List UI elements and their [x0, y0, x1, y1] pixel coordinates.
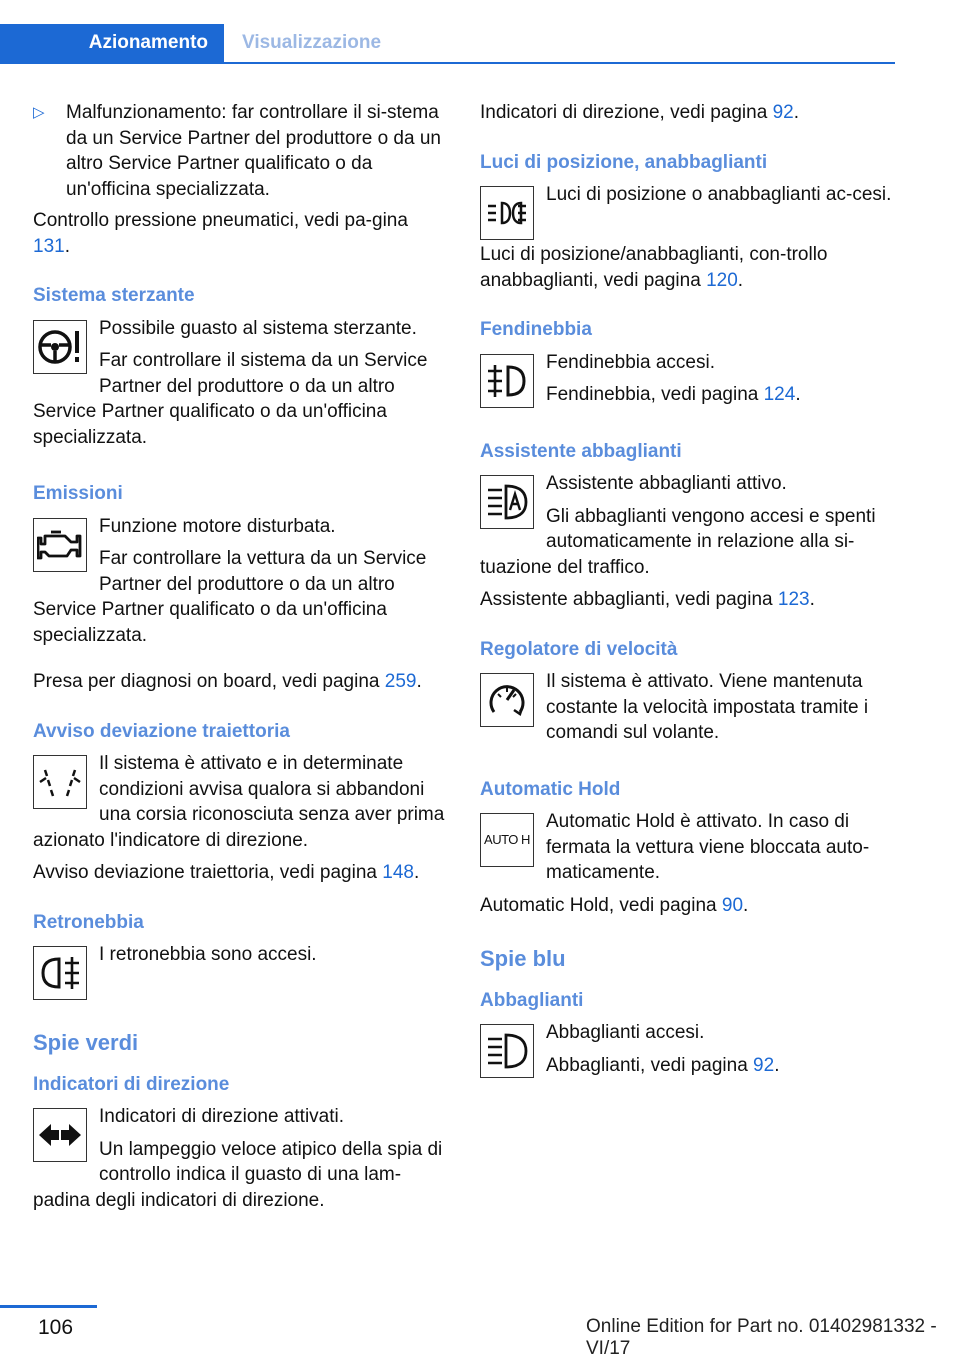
auto-hold-icon: AUTO H [480, 813, 534, 867]
parking-lights-icon [480, 186, 534, 240]
turn-signal-arrows-icon [33, 1108, 87, 1162]
indicators-ref: Indicatori di direzione, vedi pagina 92. [480, 102, 799, 123]
page-link-131[interactable]: 131 [33, 235, 65, 257]
high-beam-assistant-icon [480, 475, 534, 529]
heading-indicatori-direzione: Indicatori di direzione [33, 1073, 230, 1095]
page-link-124[interactable]: 124 [763, 384, 796, 405]
heading-automatic-hold: Automatic Hold [480, 778, 621, 800]
lane-ref: Avviso deviazione traiettoria, vedi pagina 148. [33, 862, 420, 883]
front-fog-light-icon [480, 354, 534, 408]
heading-sistema-sterzante: Sistema sterzante [33, 285, 195, 306]
triangle-bullet-icon: ▷ [33, 104, 45, 121]
cruise-control-icon [480, 673, 534, 727]
heading-fendinebbia: Fendinebbia [480, 319, 592, 340]
page-link-90[interactable]: 90 [721, 894, 744, 916]
heading-regolatore-velocita: Regolatore di velocità [480, 638, 678, 660]
heading-spie-verdi: Spie verdi [33, 1030, 139, 1055]
highbeam-ref: Abbaglianti, vedi pagina 92. [546, 1054, 780, 1076]
heading-spie-blu: Spie blu [480, 946, 566, 971]
steering-warning-icon [33, 320, 87, 374]
position-ref: Luci di posizione/anabbaglianti, con-trollo anabbaglianti, vedi pagina 120. [480, 244, 828, 291]
page-link-259[interactable]: 259 [384, 671, 417, 692]
autohold-ref: Automatic Hold, vedi pagina 90. [480, 894, 749, 916]
heading-abbaglianti: Abbaglianti [480, 989, 584, 1011]
heading-assistente-abbaglianti: Assistente abbaglianti [480, 440, 682, 462]
heading-avviso-traiettoria: Avviso deviazione traiettoria [33, 720, 290, 742]
right-column: Indicatori di direzione, vedi pagina 92. Luci di posizione, anabbaglianti Luci di posizione o anabbaglianti ac-cesi. Luci di posizione/anabbaglianti, con-trollo anabbaglianti, vedi pagina 120. Fendinebbia Fendinebbia accesi. Fendinebbia, vedi pagina 124. Assistente abbaglianti Assistente abbaglianti attivo. Gli abbaglianti vengono accesi e spenti automaticamente in relazione alla si-tuazione del traffico. Assistente abbaglianti, vedi pagina 123. Regolatore di velocità Il sistema è attivato. Viene mantenuta costante la velocità impostata tramite i comandi sul volante. Automatic Hold AUTO H Automatic Hold è attivato. In caso di fermata la vettura viene bloccata auto-maticamente. Automatic Hold, vedi pagina 90. Spie blu Abbaglianti Abbaglianti accesi. Abbaglianti, vedi pagina 92. [480, 100, 895, 1085]
heading-retronebbia: Retronebbia [33, 911, 144, 933]
tab-azionamento[interactable]: Azionamento [0, 24, 224, 62]
rear-fog-light-icon [33, 946, 87, 1000]
high-beam-icon [480, 1024, 534, 1078]
heading-luci-posizione: Luci di posizione, anabbaglianti [480, 151, 768, 173]
page-link-92[interactable]: 92 [772, 102, 794, 123]
malfunction-bullet: ▷ Malfunzionamento: far controllare il si-stema da un Service Partner del produttore o da un altro Service Partner qualificato o da un'officina specializzata. [33, 102, 441, 200]
heading-emissioni: Emissioni [33, 483, 123, 504]
page-link-92b[interactable]: 92 [753, 1054, 775, 1076]
pressure-ref: Controllo pressione pneumatici, vedi pa-gina 131. [33, 210, 408, 257]
footer-divider [0, 1305, 97, 1308]
lane-departure-icon [33, 755, 87, 809]
fog-ref: Fendinebbia, vedi pagina 124. [546, 384, 801, 405]
assistant-ref: Assistente abbaglianti, vedi pagina 123. [480, 589, 815, 610]
page-link-120[interactable]: 120 [706, 269, 738, 291]
diagnosis-ref: Presa per diagnosi on board, vedi pagina 259. [33, 671, 422, 692]
engine-check-icon [33, 518, 87, 572]
chapter-tabs [0, 24, 895, 64]
page-number: 106 [38, 1316, 74, 1339]
tab-visualizzazione[interactable]: Visualizzazione [242, 32, 382, 53]
page-link-123[interactable]: 123 [777, 589, 810, 610]
edition-note: Online Edition for Part no. 01402981332 - VI/17 [586, 1316, 937, 1359]
left-column: ▷ Malfunzionamento: far controllare il si-stema da un Service Partner del produttore o da un altro Service Partner qualificato o da un'officina specializzata. Controllo pressione pneumatici, vedi pa-gina 131. Sistema sterzante Possibile guasto al sistema sterzante. Far controllare il sistema da un Service Partner del produttore o da un altro Service Partner qualificato o da un'officina specializzata. Emissioni Funzione motore disturbata. Far controllare la vettura da un Service Partner del produttore o da un altro Service Partner qualificato o da un'officina specializzata. Presa per diagnosi on board, vedi pagina 259. Avviso deviazione traiettoria Il sistema è attivato e in determinate condizioni avvisa qualora si abbandoni una corsia riconosciuta senza aver prima azionato l'indicatore di direzione. Avviso deviazione traiettoria, vedi pagina 148. Retronebbia I retronebbia sono accesi. Spie verdi Indicatori di direzione Indicatori di direzione attivati. Un lampeggio veloce atipico della spia di controllo indica il guasto di una lam-padina degli indicatori di direzione. [33, 100, 450, 1220]
page-link-148[interactable]: 148 [382, 862, 414, 883]
